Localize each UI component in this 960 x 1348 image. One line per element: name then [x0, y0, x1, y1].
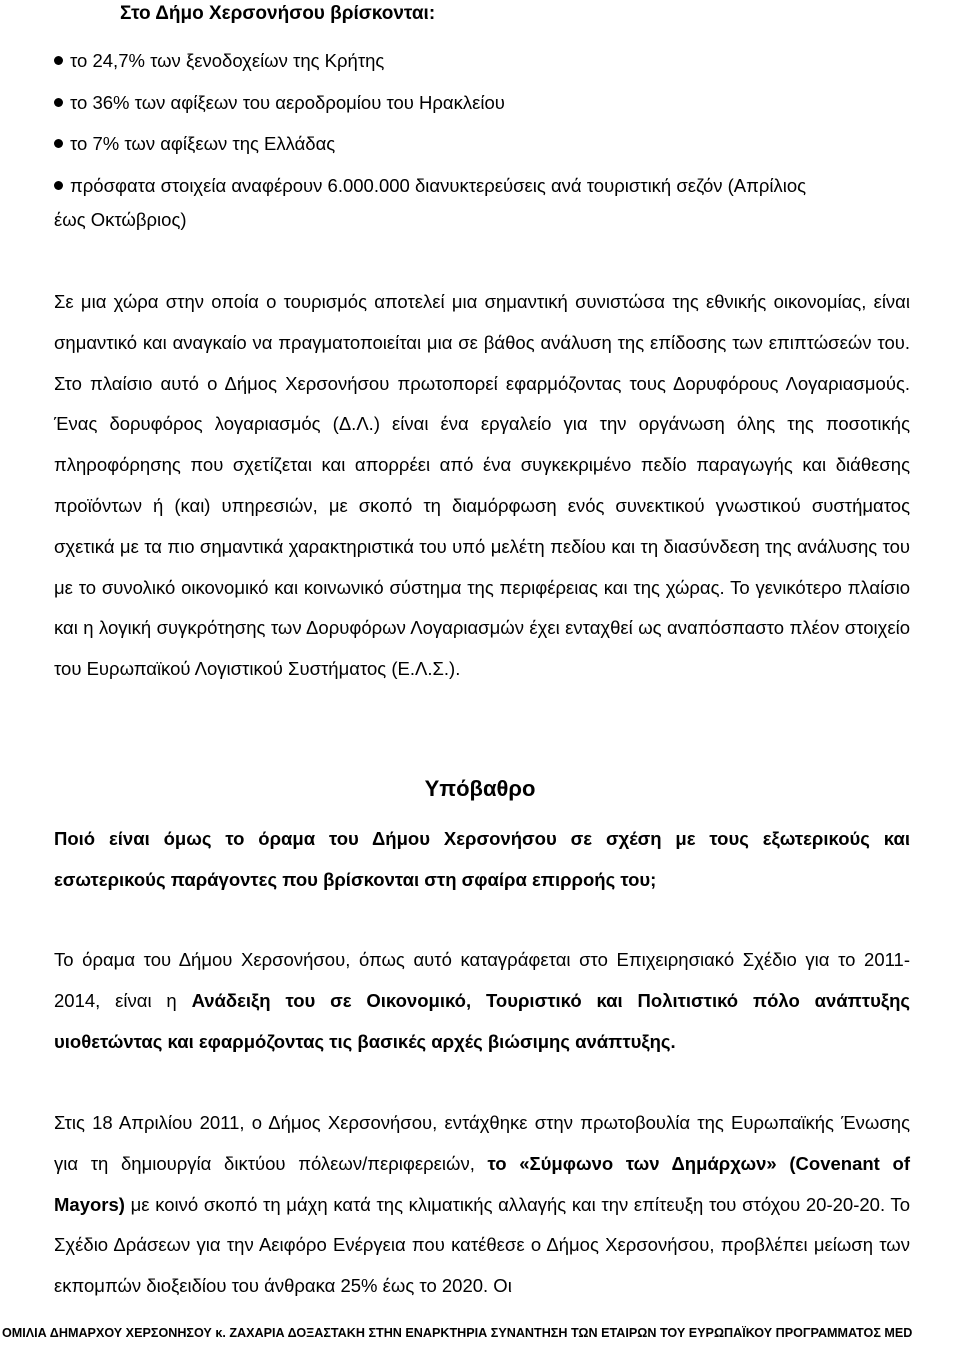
- covenant-bold-text: το «Σύμφωνο των Δημάρχων» (Covenant of Mayors): [54, 1152, 910, 1215]
- list-item: [54, 82, 934, 124]
- list-item-text: πρόσφατα στοιχεία αναφέρουν 6.000.000 διανυκτερεύσεις ανά τουριστική σεζόν (Απρίλιος: [70, 174, 807, 196]
- list-item: [54, 40, 934, 82]
- bullet-icon: [54, 139, 63, 148]
- vision-paragraph: [54, 940, 910, 1062]
- bullet-icon: [54, 181, 63, 190]
- bullet-icon: [54, 98, 63, 107]
- list-item-text: το 36% των αφίξεων του αεροδρομίου του Ηρακλείου: [70, 91, 505, 113]
- vision-question: Ποιό είναι όμως το όραμα του Δήμου Χερσονήσου σε σχέση με τους εξωτερικούς και εσωτερικούς παράγοντες που βρίσκονται στη σφαίρα επιρροής του;: [54, 828, 910, 890]
- satellite-accounts-paragraph: Σε μια χώρα στην οποία ο τουρισμός αποτελεί μια σημαντική συνιστώσα της εθνικής οικονομίας, είναι σημαντικό και αναγκαίο να πραγματοποιείται μια σε βάθος ανάλυση της επίδοσης των επιπτώσεών του. Στο πλαίσιο αυτό ο Δήμος Χερσονήσου πρωτοπορεί εφαρμόζοντας τους Δορυφόρους Λογαριασμούς. Ένας δορυφόρος λογαριασμός (Δ.Λ.) είναι ένα εργαλείο για την οργάνωση όλης της ποσοτικής πληροφόρησης που σχετίζεται και απορρέει από ένα συγκεκριμένο πεδίο παραγωγής και διάθεσης προϊόντων ή (και) υπηρεσιών, με σκοπό τη διαμόρφωση ενός συνεκτικού γνωστικού συστήματος σχετικά με τα πιο σημαντικά χαρακτηριστικά του υπό μελέτη πεδίου και τη διασύνδεση της ανάλυσης του με το συνολικό οικονομικό και κοινωνικό σύστημα της περιφέρειας και της χώρας. Το γενικότερο πλαίσιο και η λογική συγκρότησης των Δορυφόρων Λογαριασμών έχει ενταχθεί ως αναπόσπαστο πλέον στοιχείο του Ευρωπαϊκού Λογιστικού Συστήματος (Ε.Λ.Σ.).: [54, 291, 910, 680]
- intro-heading: Στο Δήμο Χερσονήσου βρίσκονται:: [120, 3, 436, 24]
- section-title: Υπόβαθρο: [424, 776, 536, 801]
- list-item-text: το 7% των αφίξεων της Ελλάδας: [70, 133, 336, 154]
- vision-lead-text: Το όραμα του Δήμου Χερσονήσου, όπως αυτό καταγράφεται στο Επιχειρησιακό Σχέδιο για το 2011-2014, είναι η: [54, 949, 910, 1011]
- list-item: [54, 123, 934, 165]
- covenant-text-1: Στις 18 Απριλίου 2011, ο Δήμος Χερσονήσου, εντάχθηκε στην πρωτοβουλία της Ευρωπαϊκής Ένωσης για τη δημιουργία δικτύου πόλεων/περιφερειών,: [54, 1112, 910, 1174]
- bullet-icon: [54, 56, 63, 65]
- vision-bold-text: Ανάδειξη του σε Οικονομικό, Τουριστικό και Πολιτιστικό πόλο ανάπτυξης υιοθετώντας και εφαρμόζοντας τις βασικές αρχές βιώσιμης ανάπτυξης.: [54, 989, 911, 1052]
- covenant-text-2: με κοινό σκοπό τη μάχη κατά της κλιματικής αλλαγής και την επίτευξη του στόχου 20-20-20. Το Σχέδιο Δράσεων για την Αειφόρο Ενέργεια που κατέθεσε ο Δήμος Χερσονήσου, προβλέπει μείωση των εκπομπών διοξειδίου του άνθρακα 25% έως το 2020. Οι: [54, 1193, 910, 1297]
- statistics-list: [54, 40, 934, 206]
- list-item-continuation: έως Οκτώβριος): [54, 209, 187, 230]
- page-footer: ΟΜΙΛΙΑ ΔΗΜΑΡΧΟΥ ΧΕΡΣΟΝΗΣΟΥ κ. ΖΑΧΑΡΙΑ ΔΟΞΑΣΤΑΚΗ ΣΤΗΝ ΕΝΑΡΚΤΗΡΙΑ ΣΥΝΑΝΤΗΣΗ ΤΩΝ ΕΤΑΙΡΩΝ ΤΟΥ ΕΥΡΩΠΑΪΚΟΥ ΠΡΟΓΡΑΜΜΑΤΟΣ MED: [2, 1326, 913, 1340]
- list-item-text: το 24,7% των ξενοδοχείων της Κρήτης: [70, 50, 385, 71]
- covenant-paragraph: [54, 1103, 910, 1307]
